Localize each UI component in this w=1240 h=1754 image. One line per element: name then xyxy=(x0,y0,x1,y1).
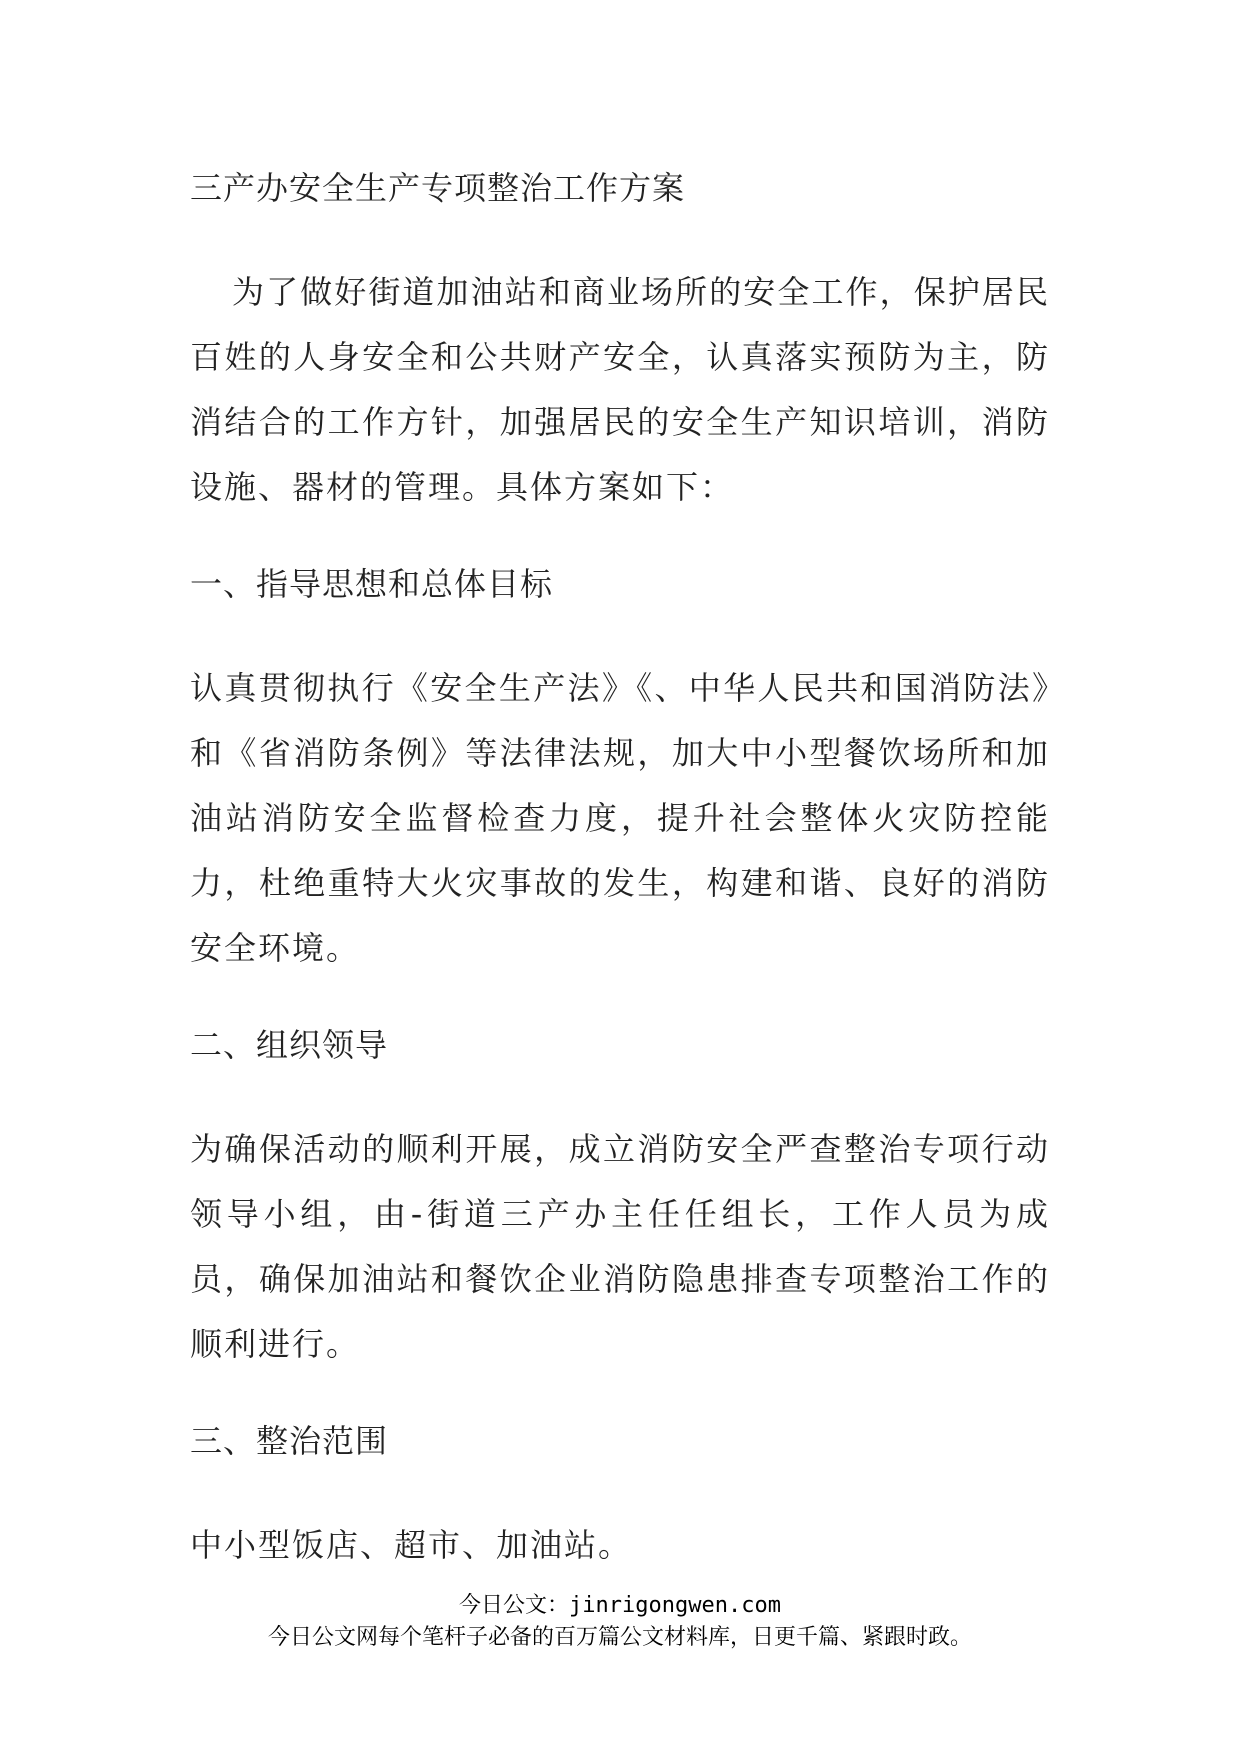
footer-site-line xyxy=(0,1590,1240,1622)
intro-paragraph: 为了做好街道加油站和商业场所的安全工作，保护居民百姓的人身安全和公共财产安全，认真落实预防为主，防消结合的工作方针，加强居民的安全生产知识培训，消防设施、器材的管理。具体方案如下： xyxy=(190,273,1050,506)
document-content xyxy=(190,156,1050,1610)
section-heading-3: 三、整治范围 xyxy=(190,1422,389,1460)
footer-site-link[interactable]: jinrigongwen.com xyxy=(569,1593,781,1618)
section-body-3: 中小型饭店、超市、加油站。 xyxy=(190,1526,633,1564)
document-title: 三产办安全生产专项整治工作方案 xyxy=(190,169,686,207)
section-body-1: 认真贯彻执行《安全生产法》《、中华人民共和国消防法》和《省消防条例》等法律法规，加大中小型餐饮场所和加油站消防安全监督检查力度，提升社会整体火灾防控能力，杜绝重特大火灾事故的发生，构建和谐、良好的消防安全环境。 xyxy=(190,669,1050,967)
section-body-2: 为确保活动的顺利开展，成立消防安全严查整治专项行动领导小组，由-街道三产办主任任组长，工作人员为成员，确保加油站和餐饮企业消防隐患排查专项整治工作的顺利进行。 xyxy=(190,1130,1050,1363)
page-footer xyxy=(0,1590,1240,1654)
section-heading-1: 一、指导思想和总体目标 xyxy=(190,565,554,603)
footer-slogan: 今日公文网每个笔杆子必备的百万篇公文材料库，日更千篇、紧跟时政。 xyxy=(267,1625,972,1650)
section-heading-2: 二、组织领导 xyxy=(190,1026,389,1064)
footer-label: 今日公文： xyxy=(459,1593,570,1618)
